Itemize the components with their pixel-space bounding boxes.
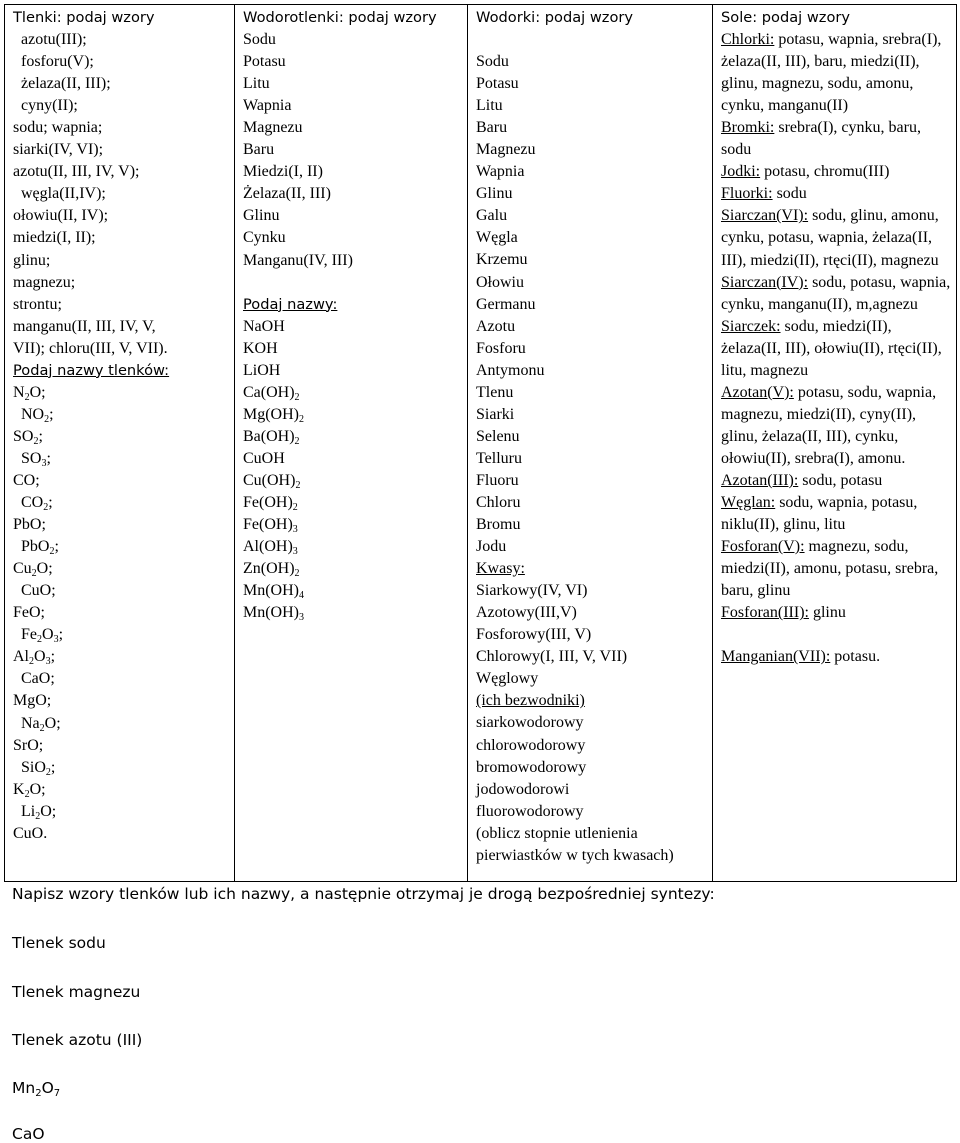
hydracid-item: bromowodorowy bbox=[476, 758, 587, 776]
salt-text: glinu bbox=[812, 604, 846, 622]
salt-entry bbox=[721, 272, 952, 316]
salt-label: Węglan: bbox=[721, 494, 776, 512]
salt-text: sodu, wapnia, potasu, niklu(II), glinu, litu bbox=[721, 494, 918, 534]
hydride-item: Selenu bbox=[476, 427, 520, 445]
salt-text: potasu, sodu, wapnia, magnezu, miedzi(II), cyny(II), glinu, żelaza(II, III), cynku, ołowiu(II), srebra(I), amonu. bbox=[721, 383, 937, 467]
hydroxide-item: Litu bbox=[243, 75, 270, 93]
oxide-item: glinu; bbox=[13, 251, 51, 269]
hydracid-item: chlorowodorowy bbox=[476, 736, 586, 754]
salt-entry bbox=[721, 29, 952, 117]
hydroxide-item: Glinu bbox=[243, 207, 280, 225]
hydroxides-list bbox=[243, 29, 463, 272]
oxide-item: miedzi(I, II); bbox=[13, 229, 96, 247]
hydracid-item: jodowodorowi bbox=[476, 780, 570, 798]
hydroxide-formula: LiOH bbox=[243, 361, 281, 379]
hydroxide-formula: $Fe(OH)_3$ bbox=[243, 516, 298, 536]
oxide-item: żelaza(II, III); bbox=[21, 75, 111, 93]
oxide-formula: $Cu_2O$; bbox=[13, 560, 53, 580]
hydride-item: Tlenu bbox=[476, 383, 514, 401]
oxide-formula: CuO; bbox=[21, 582, 56, 600]
salt-label: Jodki: bbox=[721, 163, 761, 181]
acids-header: Kwasy: bbox=[476, 560, 525, 578]
hydride-item: Telluru bbox=[476, 449, 522, 467]
oxide-formula: $Li_2O$; bbox=[21, 802, 57, 822]
hydride-item: Baru bbox=[476, 119, 508, 137]
hydroxide-formula: $Cu(OH)_2$ bbox=[243, 471, 301, 491]
hydride-item: Siarki bbox=[476, 405, 515, 423]
oxide-formula: CO; bbox=[13, 471, 40, 489]
hydride-item: Antymonu bbox=[476, 361, 545, 379]
hydroxide-item: Potasu bbox=[243, 53, 286, 71]
salt-label: Manganian(VII): bbox=[721, 648, 831, 666]
acid-item: Chlorowy(I, III, V, VII) bbox=[476, 648, 628, 666]
oxide-formula: SiO$_2$; bbox=[21, 758, 56, 778]
salt-entry bbox=[721, 470, 952, 492]
acid-item: Fosforowy(III, V) bbox=[476, 626, 592, 644]
hydroxide-formula: $Mn(OH)_4$ bbox=[243, 582, 304, 602]
oxide-item: sodu; wapnia; bbox=[13, 119, 103, 137]
salt-entry bbox=[721, 161, 952, 183]
anhydrides-label: (ich bezwodniki) bbox=[476, 692, 585, 710]
hydroxide-item: Cynku bbox=[243, 229, 286, 247]
hydroxide-formula: NaOH bbox=[243, 317, 285, 335]
oxidation-note: (oblicz stopnie utlenienia pierwiastków w tych kwasach) bbox=[476, 824, 674, 864]
exercise-table bbox=[4, 4, 957, 882]
oxide-item: azotu(II, III, IV, V); bbox=[13, 163, 140, 181]
salt-label: Bromki: bbox=[721, 119, 775, 137]
hydroxide-item: Miedzi(I, II) bbox=[243, 163, 323, 181]
hydroxide-formula: $Fe(OH)_2$ bbox=[243, 493, 298, 513]
oxide-item: ołowiu(II, IV); bbox=[13, 207, 109, 225]
hydroxide-formula: CuOH bbox=[243, 449, 285, 467]
oxide-formula: FeO; bbox=[13, 604, 45, 622]
oxide-formula: PbO$_2$; bbox=[21, 538, 59, 558]
hydride-item: Bromu bbox=[476, 516, 521, 534]
hydracids-list bbox=[476, 712, 708, 822]
bottom-task-item: $Mn_2O_7$ bbox=[12, 1079, 61, 1099]
hydride-item: Krzemu bbox=[476, 251, 528, 269]
salt-label: Siarczan(VI): bbox=[721, 207, 809, 225]
oxides-list bbox=[13, 29, 230, 360]
bottom-task-item: Tlenek sodu bbox=[12, 934, 106, 952]
hydroxide-item: Baru bbox=[243, 141, 275, 159]
hydroxide-formula: $Zn(OH)_2$ bbox=[243, 560, 300, 580]
hydroxide-item: Żelaza(II, III) bbox=[243, 185, 331, 203]
oxide-item: fosforu(V); bbox=[21, 53, 94, 71]
hydroxide-formula: $Mg(OH)_2$ bbox=[243, 405, 304, 425]
salt-label: Chlorki: bbox=[721, 31, 775, 49]
hydroxide-formula: $Ca(OH)_2$ bbox=[243, 383, 300, 403]
hydride-item: Fluoru bbox=[476, 471, 519, 489]
salt-text: sodu, potasu bbox=[802, 471, 883, 489]
salt-entry bbox=[721, 492, 952, 536]
hydride-item: Chloru bbox=[476, 493, 521, 511]
oxide-formula: $SO_2$; bbox=[13, 427, 43, 447]
bottom-task-item: Tlenek magnezu bbox=[12, 983, 141, 1001]
oxides-title: Tlenki: podaj wzory bbox=[13, 9, 155, 26]
salt-entry bbox=[721, 382, 952, 470]
salts-title: Sole: podaj wzory bbox=[721, 9, 851, 26]
hydride-item: Jodu bbox=[476, 538, 507, 556]
oxide-formula: $K_2O$; bbox=[13, 780, 46, 800]
hydride-item: Sodu bbox=[476, 53, 509, 71]
salt-text: potasu, wapnia, srebra(I), żelaza(II, III), baru, miedzi(II), glinu, magnezu, sodu, amonu, cynku, manganu(II) bbox=[721, 31, 942, 115]
oxide-item: węgla(II,IV); bbox=[21, 185, 106, 203]
oxide-names-header: Podaj nazwy tlenków: bbox=[13, 361, 170, 379]
acids-list bbox=[476, 580, 708, 690]
salt-text: sodu, glinu, amonu, cynku, potasu, wapnia, żelaza(II, III), miedzi(II), rtęci(II), magnezu bbox=[721, 207, 939, 269]
oxide-formula: SrO; bbox=[13, 736, 44, 754]
salt-entry bbox=[721, 183, 952, 205]
hydroxide-formulas-list bbox=[243, 316, 463, 625]
oxide-item: siarki(IV, VI); bbox=[13, 141, 104, 159]
salt-entry bbox=[721, 117, 952, 161]
oxide-formula: CaO; bbox=[21, 670, 55, 688]
salt-entry bbox=[721, 205, 952, 271]
acid-item: Węglowy bbox=[476, 670, 539, 688]
oxide-item: VII); chloru(III, V, VII). bbox=[13, 339, 168, 357]
hydroxide-formula: $Ba(OH)_2$ bbox=[243, 427, 300, 447]
bottom-task-item: Tlenek azotu (III) bbox=[12, 1031, 143, 1049]
hydroxide-item: Magnezu bbox=[243, 119, 303, 137]
oxides-column bbox=[5, 5, 234, 881]
salt-entry-manganate bbox=[721, 646, 952, 668]
hydracid-item: fluorowodorowy bbox=[476, 802, 584, 820]
salt-label: Azotan(III): bbox=[721, 471, 799, 489]
hydroxide-formula: $Al(OH)_3$ bbox=[243, 538, 298, 558]
salt-text: potasu, chromu(III) bbox=[764, 163, 890, 181]
hydrides-column bbox=[467, 5, 712, 881]
oxide-item: cyny(II); bbox=[21, 97, 78, 115]
hydride-item: Magnezu bbox=[476, 141, 536, 159]
hydracid-item: siarkowodorowy bbox=[476, 714, 584, 732]
salt-label: Fluorki: bbox=[721, 185, 773, 203]
hydride-item: Ołowiu bbox=[476, 273, 524, 291]
salt-entry bbox=[721, 602, 952, 624]
salts-column bbox=[712, 5, 956, 881]
hydride-item: Potasu bbox=[476, 75, 519, 93]
oxide-formula: $CO_2$; bbox=[21, 494, 53, 514]
hydroxide-names-header: Podaj nazwy: bbox=[243, 295, 338, 313]
oxide-formula: $N_2O$; bbox=[13, 383, 46, 403]
salt-text: srebra(I), cynku, baru, sodu bbox=[721, 119, 921, 159]
hydroxide-item: Manganu(IV, III) bbox=[243, 251, 353, 269]
salt-entry bbox=[721, 316, 952, 382]
hydroxide-formula: KOH bbox=[243, 339, 278, 357]
hydride-item: Glinu bbox=[476, 185, 513, 203]
hydroxides-title: Wodorotlenki: podaj wzory bbox=[243, 9, 437, 26]
salt-label: Siarczek: bbox=[721, 317, 781, 335]
salt-label: Azotan(V): bbox=[721, 383, 794, 401]
salts-list bbox=[721, 29, 952, 624]
oxide-formula: $SO_3$; bbox=[21, 449, 51, 469]
acid-item: Siarkowy(IV, VI) bbox=[476, 582, 588, 600]
acid-item: Azotowy(III,V) bbox=[476, 604, 577, 622]
salt-text: sodu bbox=[776, 185, 807, 203]
hydride-item: Azotu bbox=[476, 317, 516, 335]
salt-label: Fosforan(III): bbox=[721, 604, 809, 622]
hydrides-list bbox=[476, 51, 708, 558]
oxide-formula: $NO_2$; bbox=[21, 405, 54, 425]
hydride-item: Germanu bbox=[476, 295, 536, 313]
hydrides-title: Wodorki: podaj wzory bbox=[476, 9, 634, 26]
oxide-formula: $Na_2O$; bbox=[21, 714, 61, 734]
oxide-formula: MgO; bbox=[13, 692, 52, 710]
bottom-instruction: Napisz wzory tlenków lub ich nazwy, a następnie otrzymaj je drogą bezpośredniej syntezy: bbox=[12, 885, 715, 903]
oxide-formula: $Fe_2O_3$; bbox=[21, 626, 64, 646]
hydroxide-item: Sodu bbox=[243, 31, 276, 49]
hydride-item: Litu bbox=[476, 97, 503, 115]
salt-label: Siarczan(IV): bbox=[721, 273, 809, 291]
bottom-task-item: CaO bbox=[12, 1125, 45, 1143]
hydride-item: Fosforu bbox=[476, 339, 526, 357]
oxide-item: azotu(III); bbox=[21, 31, 87, 49]
oxide-formula: $Al_2O_3$; bbox=[13, 648, 56, 668]
hydride-item: Galu bbox=[476, 207, 508, 225]
salt-label: Fosforan(V): bbox=[721, 538, 805, 556]
salt-text: potasu. bbox=[834, 648, 881, 666]
hydroxides-column bbox=[234, 5, 467, 881]
oxide-formulas-list bbox=[13, 382, 230, 845]
salt-text: magnezu, sodu, miedzi(II), amonu, potasu, srebra, baru, glinu bbox=[721, 538, 939, 600]
salt-entry bbox=[721, 536, 952, 602]
hydride-item: Węgla bbox=[476, 229, 518, 247]
hydroxide-formula: $Mn(OH)_3$ bbox=[243, 604, 304, 624]
oxide-formula: PbO; bbox=[13, 516, 46, 534]
salt-text: sodu, potasu, wapnia, cynku, manganu(II), m,agnezu bbox=[721, 273, 951, 313]
hydride-item: Wapnia bbox=[476, 163, 525, 181]
oxide-item: manganu(II, III, IV, V, bbox=[13, 317, 156, 335]
oxide-item: strontu; bbox=[13, 295, 62, 313]
hydroxide-item: Wapnia bbox=[243, 97, 292, 115]
salt-text: sodu, miedzi(II), żelaza(II, III), ołowiu(II), rtęci(II), litu, magnezu bbox=[721, 317, 942, 379]
oxide-item: magnezu; bbox=[13, 273, 76, 291]
oxide-formula: CuO. bbox=[13, 824, 48, 842]
